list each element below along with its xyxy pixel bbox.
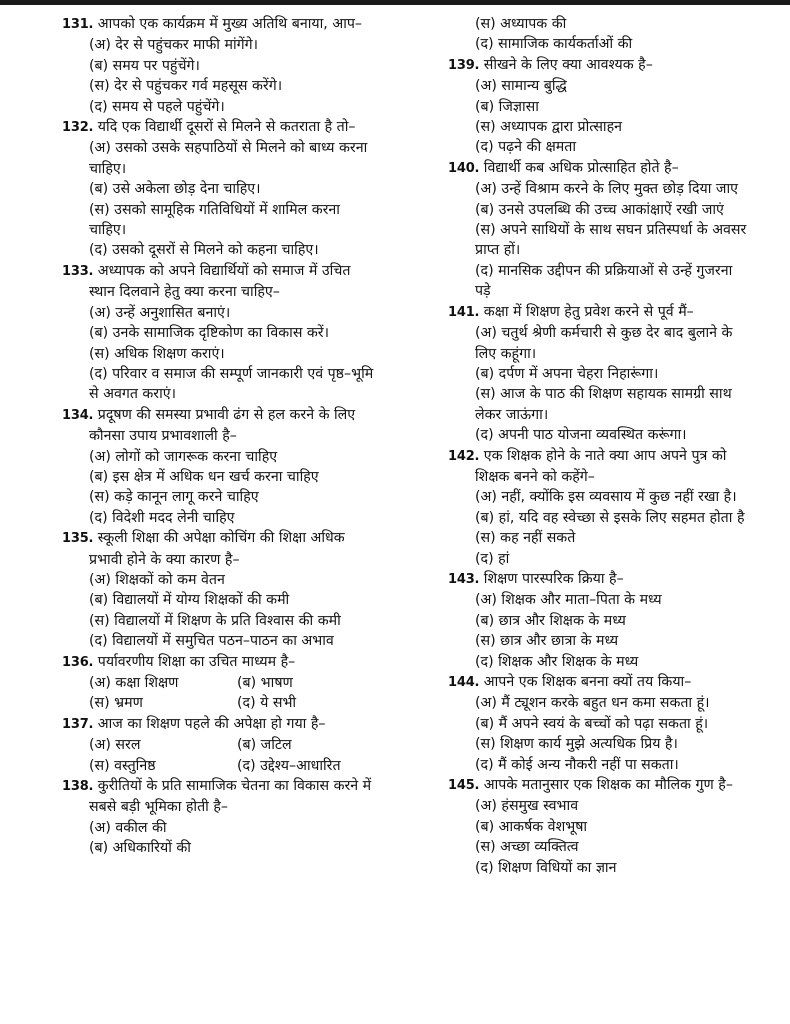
answer-option: (अ) कक्षा शिक्षण — [89, 675, 179, 691]
question-block — [62, 14, 374, 117]
answer-option: (अ) हंसमुख स्वभाव — [475, 798, 579, 815]
question-text: शिक्षण पारस्परिक क्रिया है– — [483, 570, 624, 587]
answer-option: (द) मानसिक उद्दीपन की प्रक्रियाओं से उन्हें गुजरना पड़े — [475, 262, 733, 300]
question-block — [62, 776, 374, 859]
question-number: 142. — [448, 448, 480, 464]
answer-option: (ब) आकर्षक वेशभूषा — [475, 818, 588, 835]
question-text: सीखने के लिए क्या आवश्यक है– — [483, 56, 653, 73]
question-block — [62, 652, 374, 714]
right-column — [448, 14, 748, 878]
question-block — [62, 117, 374, 261]
question-text: यदि एक विद्यार्थी दूसरों से मिलने से कतराता है तो– — [97, 119, 356, 136]
question-number: 136. — [62, 654, 94, 670]
answer-option: (द) अपनी पाठ योजना व्यवस्थित करूंगा। — [475, 427, 687, 444]
question-text: आपको एक कार्यक्रम में मुख्य अतिथि बनाया, आप– — [97, 16, 362, 32]
question-number: 131. — [62, 17, 94, 32]
question-number: 140. — [448, 160, 480, 176]
answer-option: (द) सामाजिक कार्यकर्ताओं की — [475, 36, 633, 53]
answer-option: (अ) शिक्षक और माता–पिता के मध्य — [475, 592, 662, 609]
question-stem — [62, 405, 374, 447]
answer-option: (ब) दर्पण में अपना चेहरा निहारूंगा। — [475, 365, 659, 382]
answer-option: (द) ये सभी — [237, 695, 297, 712]
answer-option: (स) आज के पाठ की शिक्षण सहायक सामग्री साथ लेकर जाऊंगा। — [475, 386, 732, 423]
answer-option: (अ) मैं ट्यूशन करके बहुत धन कमा सकता हूं। — [475, 695, 710, 712]
question-stem — [448, 55, 748, 76]
answer-option: (स) अपने साथियों के साथ सघन प्रतिस्पर्धा के अवसर प्राप्त हों। — [475, 222, 747, 259]
question-stem — [448, 158, 748, 179]
question-text: स्कूली शिक्षा की अपेक्षा कोचिंग की शिक्षा अधिक प्रभावी होने के क्या कारण है– — [89, 530, 345, 568]
question-text: एक शिक्षक होने के नाते क्या आप अपने पुत्र को शिक्षक बनने को कहेंगे– — [475, 447, 727, 485]
question-number: 137. — [62, 716, 94, 732]
question-text: विद्यार्थी कब अधिक प्रोत्साहित होते है– — [483, 159, 679, 176]
question-stem — [448, 302, 748, 323]
answer-option-grid — [62, 735, 374, 776]
question-block — [448, 775, 748, 878]
question-text: आपने एक शिक्षक बनना क्यों तय किया– — [483, 674, 692, 690]
question-text: कक्षा में शिक्षण हेतु प्रवेश करने से पूर्व मैं– — [483, 303, 694, 320]
answer-option: (अ) उसको उसके सहपाठियों से मिलने को बाध्य करना चाहिए। — [89, 140, 368, 177]
question-stem — [62, 261, 374, 303]
question-block — [62, 528, 374, 651]
question-text: कुरीतियों के प्रति सामाजिक चेतना का विकास करने में सबसे बड़ी भूमिका होती है– — [89, 778, 372, 816]
top-rule — [0, 0, 790, 5]
answer-option: (ब) मैं अपने स्वयं के बच्चों को पढ़ा सकता हूं। — [475, 715, 709, 732]
question-number: 139. — [448, 57, 480, 73]
question-stem — [62, 117, 374, 138]
answer-option: (ब) समय पर पहुंचेंगे। — [89, 57, 200, 74]
answer-option: (ब) भाषण — [237, 675, 293, 691]
answer-option: (द) समय से पहले पहुंचेंगे। — [89, 98, 225, 115]
question-text: अध्यापक को अपने विद्यार्थियों को समाज में उचित स्थान दिलवाने हेतु क्या करना चाहिए– — [89, 262, 351, 301]
answer-option: (स) कह नहीं सकते — [475, 530, 576, 547]
question-stem — [448, 446, 748, 488]
question-stem — [62, 776, 374, 818]
answer-option: (ब) उसे अकेला छोड़ देना चाहिए। — [89, 181, 261, 198]
question-number: 144. — [448, 675, 480, 690]
answer-option: (अ) वकील की — [89, 819, 167, 836]
question-number: 141. — [448, 304, 480, 320]
question-number: 145. — [448, 778, 480, 794]
answer-option: (स) शिक्षण कार्य मुझे अत्यधिक प्रिय है। — [475, 736, 678, 753]
answer-option: (स) देर से पहुंचकर गर्व महसूस करेंगे। — [89, 78, 283, 95]
answer-option: (स) अधिक शिक्षण कराएं। — [89, 345, 225, 362]
answer-option: (स) छात्र और छात्रा के मध्य — [475, 633, 619, 650]
answer-option: (स) वस्तुनिष्ठ — [89, 757, 156, 774]
answer-option: (अ) चतुर्थ श्रेणी कर्मचारी से कुछ देर बाद बुलाने के लिए कहूंगा। — [475, 325, 733, 362]
answer-option: (अ) नहीं, क्योंकि इस व्यवसाय में कुछ नहीं रखा है। — [475, 489, 737, 506]
answer-option: (द) विद्यालयों में समुचित पठन–पाठन का अभाव — [89, 633, 334, 650]
answer-option: (ब) उनके सामाजिक दृष्टिकोण का विकास करें। — [89, 325, 329, 342]
answer-option: (स) अच्छा व्यक्तित्व — [475, 839, 579, 856]
question-text: आपके मतानुसार एक शिक्षक का मौलिक गुण है– — [483, 777, 733, 794]
question-stem — [62, 528, 374, 570]
question-stem — [448, 569, 748, 590]
question-block — [448, 14, 748, 55]
answer-option: (द) शिक्षक और शिक्षक के मध्य — [475, 653, 639, 670]
question-number: 138. — [62, 779, 94, 795]
question-stem — [62, 714, 374, 735]
answer-option: (ब) छात्र और शिक्षक के मध्य — [475, 612, 626, 629]
question-block — [448, 302, 748, 446]
answer-option: (स) अध्यापक द्वारा प्रोत्साहन — [475, 119, 623, 136]
question-block — [62, 714, 374, 776]
question-stem — [62, 652, 374, 673]
question-block — [448, 446, 748, 569]
answer-option: (ब) उनसे उपलब्धि की उच्च आकांक्षाऐं रखी जाएं — [475, 201, 724, 218]
answer-option: (द) हां — [475, 550, 510, 567]
answer-option: (ब) हां, यदि वह स्वेच्छा से इसके लिए सहमत होता है — [475, 509, 745, 526]
answer-option: (द) परिवार व समाज की सम्पूर्ण जानकारी एवं पृष्ठ–भूमि से अवगत कराएं। — [89, 365, 374, 403]
answer-option: (स) कड़े कानून लागू करने चाहिए — [89, 489, 259, 506]
question-text: आज का शिक्षण पहले की अपेक्षा हो गया है– — [97, 715, 326, 732]
answer-option-grid — [62, 673, 374, 714]
answer-option: (ब) अधिकारियों की — [89, 840, 191, 857]
answer-option: (स) भ्रमण — [89, 695, 143, 712]
answer-option: (स) विद्यालयों में शिक्षण के प्रति विश्वास की कमी — [89, 612, 341, 629]
answer-option: (स) उसको सामूहिक गतिविधियों में शामिल करना चाहिए। — [89, 201, 340, 239]
question-block — [62, 261, 374, 405]
question-number: 133. — [62, 263, 94, 279]
question-text: प्रदूषण की समस्या प्रभावी ढंग से हल करने के लिए कौनसा उपाय प्रभावशाली है– — [89, 406, 356, 445]
answer-option: (अ) शिक्षकों को कम वेतन — [89, 571, 225, 588]
question-block — [448, 158, 748, 302]
answer-option: (द) पढ़ने की क्षमता — [475, 139, 577, 156]
answer-option: (अ) उन्हें विश्राम करने के लिए मुक्त छोड़ दिया जाए — [475, 181, 738, 198]
answer-option: (अ) लोगों को जागरूक करना चाहिए — [89, 448, 278, 465]
question-number: 132. — [62, 120, 94, 136]
answer-option: (अ) सरल — [89, 737, 141, 754]
question-stem — [448, 775, 748, 796]
question-block — [448, 569, 748, 672]
question-text: पर्यावरणीय शिक्षा का उचित माध्यम है– — [97, 653, 296, 670]
answer-option: (अ) सामान्य बुद्धि — [475, 78, 567, 95]
answer-option: (द) उसको दूसरों से मिलने को कहना चाहिए। — [89, 242, 319, 259]
answer-option: (द) शिक्षण विधियों का ज्ञान — [475, 859, 617, 876]
question-number: 134. — [62, 407, 94, 423]
answer-option: (द) मैं कोई अन्य नौकरी नहीं पा सकता। — [475, 756, 679, 773]
answer-option: (द) विदेशी मदद लेनी चाहिए — [89, 509, 235, 526]
answer-option: (ब) विद्यालयों में योग्य शिक्षकों की कमी — [89, 592, 290, 609]
answer-option: (अ) देर से पहुंचकर माफी मांगेंगे। — [89, 37, 258, 54]
left-column — [62, 14, 374, 859]
question-block — [448, 672, 748, 775]
question-block — [448, 55, 748, 158]
question-block — [62, 405, 374, 528]
answer-option: (अ) उन्हें अनुशासित बनाएं। — [89, 304, 231, 321]
answer-option: (ब) जटिल — [237, 737, 292, 754]
question-number: 135. — [62, 531, 94, 547]
answer-option: (ब) जिज्ञासा — [475, 98, 539, 115]
question-stem — [62, 14, 374, 35]
answer-option: (द) उद्देश्य–आधारित — [237, 757, 341, 774]
question-stem — [448, 672, 748, 693]
question-number: 143. — [448, 571, 480, 587]
answer-option: (स) अध्यापक की — [475, 16, 567, 32]
answer-option: (ब) इस क्षेत्र में अधिक धन खर्च करना चाहिए — [89, 468, 319, 485]
